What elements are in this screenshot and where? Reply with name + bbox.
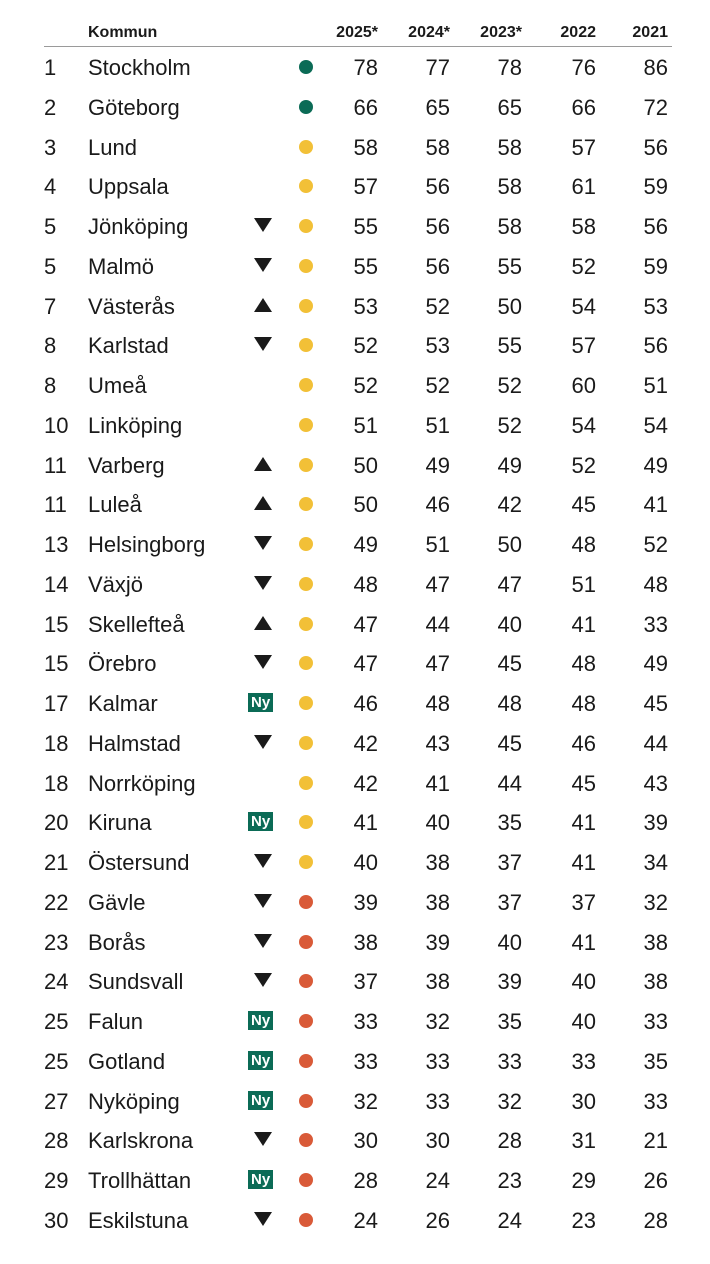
- value-cell: 32: [643, 889, 668, 915]
- value-cell: 52: [353, 373, 378, 398]
- value-cell: 53: [353, 293, 378, 319]
- kommun-cell: Linköping: [88, 412, 183, 438]
- arrow-down-shape: [254, 536, 272, 550]
- ranking-table: [44, 18, 672, 1240]
- value-cell: 58: [497, 214, 522, 239]
- value-cell: 40: [571, 1009, 596, 1034]
- value-cell: 21: [643, 1128, 668, 1154]
- table-row: [44, 1041, 672, 1081]
- rank-cell: 22: [44, 889, 69, 915]
- arrow-down-shape: [254, 894, 272, 908]
- kommun-cell: Östersund: [88, 850, 190, 875]
- value-cell: 32: [425, 1009, 450, 1034]
- value-cell: 39: [425, 929, 450, 955]
- value-cell: 38: [425, 850, 450, 875]
- value-cell: 26: [643, 1168, 668, 1193]
- value-cell: 51: [425, 412, 450, 438]
- value-cell: 41: [571, 850, 596, 875]
- table-row: [44, 604, 672, 644]
- value-cell: 45: [497, 651, 522, 677]
- value-cell: 58: [425, 134, 450, 160]
- value-cell: 38: [425, 969, 450, 995]
- value-cell: 33: [571, 1048, 596, 1074]
- value-cell: 38: [353, 929, 378, 955]
- arrow-down-shape: [254, 337, 272, 351]
- value-cell: 51: [353, 412, 378, 438]
- rank-cell: 15: [44, 651, 69, 677]
- value-cell: 77: [425, 55, 450, 80]
- value-cell: 78: [353, 55, 378, 80]
- arrow-up-shape: [254, 616, 272, 630]
- value-cell: 33: [643, 1009, 668, 1034]
- value-cell: 57: [353, 174, 378, 200]
- value-cell: 42: [353, 770, 378, 796]
- ny-badge: Ny: [248, 1170, 273, 1189]
- triangle-down-icon: [254, 258, 274, 274]
- value-cell: 34: [643, 850, 668, 875]
- rank-cell: 5: [44, 214, 57, 239]
- ny-badge: Ny: [248, 1011, 273, 1030]
- rank-cell: 25: [44, 1009, 69, 1034]
- rank-cell: 2: [44, 94, 57, 120]
- value-cell: 29: [571, 1168, 596, 1193]
- value-cell: 58: [497, 134, 522, 160]
- header-kommun: Kommun: [88, 24, 158, 41]
- table-row: [44, 922, 672, 962]
- value-cell: 44: [497, 770, 522, 796]
- kommun-cell: Skellefteå: [88, 611, 185, 637]
- value-cell: 65: [497, 94, 522, 120]
- value-cell: 45: [571, 770, 596, 796]
- table-row: [44, 564, 672, 604]
- value-cell: 61: [571, 174, 596, 200]
- value-cell: 43: [425, 730, 450, 756]
- value-cell: 55: [353, 253, 378, 279]
- table-row: [44, 87, 672, 127]
- kommun-cell: Gävle: [88, 889, 146, 915]
- value-cell: 35: [643, 1048, 668, 1074]
- arrow-down-shape: [254, 1212, 272, 1226]
- triangle-down-icon: [254, 576, 274, 592]
- value-cell: 47: [353, 611, 378, 637]
- value-cell: 66: [353, 94, 378, 120]
- value-cell: 37: [497, 889, 522, 915]
- value-cell: 40: [425, 810, 450, 836]
- triangle-up-icon: [254, 496, 274, 512]
- value-cell: 48: [571, 532, 596, 557]
- table-row: [44, 961, 672, 1001]
- value-cell: 47: [425, 571, 450, 597]
- value-cell: 58: [571, 214, 596, 239]
- value-cell: 42: [497, 492, 522, 518]
- value-cell: 39: [643, 810, 668, 836]
- triangle-down-icon: [254, 218, 274, 234]
- value-cell: 47: [353, 651, 378, 677]
- value-cell: 51: [643, 373, 668, 398]
- kommun-cell: Luleå: [88, 492, 142, 518]
- value-cell: 41: [425, 770, 450, 796]
- value-cell: 24: [353, 1207, 378, 1233]
- table-row: [44, 246, 672, 286]
- arrow-down-shape: [254, 576, 272, 590]
- rank-cell: 28: [44, 1128, 69, 1154]
- value-cell: 52: [497, 412, 522, 438]
- value-cell: 58: [353, 134, 378, 160]
- value-cell: 32: [497, 1088, 522, 1114]
- value-cell: 45: [643, 691, 668, 716]
- value-cell: 38: [643, 969, 668, 995]
- value-cell: 40: [571, 969, 596, 995]
- table-row: [44, 405, 672, 445]
- arrow-down-shape: [254, 218, 272, 232]
- rank-cell: 11: [44, 452, 67, 478]
- value-cell: 48: [425, 691, 450, 716]
- value-cell: 37: [497, 850, 522, 875]
- triangle-down-icon: [254, 854, 274, 870]
- value-cell: 65: [425, 94, 450, 120]
- kommun-cell: Göteborg: [88, 94, 180, 120]
- header-2025: 2025*: [336, 24, 378, 41]
- value-cell: 57: [571, 333, 596, 359]
- value-cell: 33: [643, 611, 668, 637]
- header-2021: 2021: [632, 24, 668, 41]
- kommun-cell: Eskilstuna: [88, 1207, 189, 1233]
- value-cell: 30: [353, 1128, 378, 1154]
- value-cell: 78: [497, 55, 522, 80]
- table-row: [44, 842, 672, 882]
- rank-cell: 11: [44, 492, 67, 518]
- value-cell: 52: [425, 293, 450, 319]
- rank-cell: 21: [44, 850, 69, 875]
- value-cell: 42: [353, 730, 378, 756]
- value-cell: 44: [643, 730, 668, 756]
- value-cell: 40: [497, 929, 522, 955]
- arrow-down-shape: [254, 258, 272, 272]
- rank-cell: 8: [44, 333, 57, 359]
- value-cell: 54: [643, 412, 668, 438]
- triangle-down-icon: [254, 735, 274, 751]
- arrow-up-shape: [254, 298, 272, 312]
- rank-cell: 13: [44, 532, 69, 557]
- kommun-cell: Växjö: [88, 571, 144, 597]
- value-cell: 66: [571, 94, 596, 120]
- value-cell: 50: [353, 452, 378, 478]
- arrow-down-shape: [254, 1132, 272, 1146]
- table-row: [44, 882, 672, 922]
- kommun-cell: Sundsvall: [88, 969, 184, 995]
- arrow-down-shape: [254, 735, 272, 749]
- rank-cell: 20: [44, 810, 69, 836]
- value-cell: 33: [643, 1088, 668, 1114]
- table-row: [44, 1160, 672, 1200]
- value-cell: 55: [497, 333, 522, 359]
- value-cell: 41: [571, 810, 596, 836]
- value-cell: 76: [571, 55, 596, 80]
- triangle-down-icon: [254, 337, 274, 353]
- table-row: [44, 723, 672, 763]
- value-cell: 53: [425, 333, 450, 359]
- value-cell: 46: [425, 492, 450, 518]
- ny-badge: Ny: [248, 812, 273, 831]
- rank-cell: 18: [44, 770, 69, 796]
- value-cell: 28: [643, 1207, 668, 1233]
- value-cell: 35: [497, 810, 522, 836]
- value-cell: 30: [571, 1088, 596, 1114]
- kommun-cell: Trollhättan: [88, 1168, 192, 1193]
- triangle-up-icon: [254, 457, 274, 473]
- kommun-cell: Stockholm: [88, 55, 191, 80]
- table-row: [44, 484, 672, 524]
- value-cell: 56: [643, 333, 668, 359]
- kommun-cell: Lund: [88, 134, 137, 160]
- value-cell: 32: [353, 1088, 378, 1114]
- kommun-cell: Halmstad: [88, 730, 181, 756]
- value-cell: 86: [643, 55, 668, 80]
- arrow-down-shape: [254, 973, 272, 987]
- value-cell: 46: [571, 730, 596, 756]
- value-cell: 41: [571, 929, 596, 955]
- rank-cell: 24: [44, 969, 69, 995]
- value-cell: 51: [425, 532, 450, 557]
- header-2023: 2023*: [480, 24, 522, 41]
- value-cell: 40: [497, 611, 522, 637]
- value-cell: 33: [425, 1048, 450, 1074]
- kommun-cell: Umeå: [88, 373, 147, 398]
- value-cell: 48: [353, 571, 378, 597]
- value-cell: 23: [497, 1168, 522, 1193]
- kommun-cell: Jönköping: [88, 214, 189, 239]
- rank-cell: 1: [44, 55, 57, 80]
- arrow-up-shape: [254, 496, 272, 510]
- value-cell: 50: [497, 293, 522, 319]
- triangle-down-icon: [254, 1132, 274, 1148]
- value-cell: 49: [425, 452, 450, 478]
- table-row: [44, 1120, 672, 1160]
- rank-cell: 4: [44, 174, 57, 200]
- value-cell: 53: [643, 293, 668, 319]
- table-row: [44, 1001, 672, 1041]
- value-cell: 46: [353, 691, 378, 716]
- value-cell: 30: [425, 1128, 450, 1154]
- value-cell: 49: [353, 532, 378, 557]
- table-row: [44, 47, 672, 87]
- value-cell: 35: [497, 1009, 522, 1034]
- value-cell: 44: [425, 611, 450, 637]
- rank-cell: 18: [44, 730, 69, 756]
- value-cell: 23: [571, 1207, 596, 1233]
- ny-badge: Ny: [248, 1051, 273, 1070]
- value-cell: 52: [643, 532, 668, 557]
- header-2022: 2022: [560, 24, 596, 41]
- value-cell: 28: [497, 1128, 522, 1154]
- value-cell: 57: [571, 134, 596, 160]
- value-cell: 48: [643, 571, 668, 597]
- table-row: [44, 802, 672, 842]
- triangle-down-icon: [254, 973, 274, 989]
- value-cell: 38: [425, 889, 450, 915]
- value-cell: 56: [425, 253, 450, 279]
- kommun-cell: Västerås: [88, 293, 175, 319]
- value-cell: 49: [497, 452, 522, 478]
- value-cell: 38: [643, 929, 668, 955]
- value-cell: 47: [425, 651, 450, 677]
- kommun-cell: Helsingborg: [88, 532, 206, 557]
- value-cell: 24: [497, 1207, 522, 1233]
- value-cell: 52: [497, 373, 522, 398]
- rank-cell: 8: [44, 373, 57, 398]
- value-cell: 55: [497, 253, 522, 279]
- value-cell: 59: [643, 174, 668, 200]
- table-row: [44, 683, 672, 723]
- value-cell: 56: [425, 174, 450, 200]
- value-cell: 37: [571, 889, 596, 915]
- triangle-down-icon: [254, 1212, 274, 1228]
- value-cell: 52: [353, 333, 378, 359]
- value-cell: 49: [643, 452, 668, 478]
- triangle-down-icon: [254, 655, 274, 671]
- value-cell: 54: [571, 293, 596, 319]
- rank-cell: 23: [44, 929, 69, 955]
- value-cell: 52: [425, 373, 450, 398]
- table-row: [44, 166, 672, 206]
- rank-cell: 14: [44, 571, 69, 597]
- rank-cell: 29: [44, 1168, 69, 1193]
- kommun-cell: Falun: [88, 1009, 144, 1034]
- value-cell: 52: [571, 253, 596, 279]
- value-cell: 47: [497, 571, 522, 597]
- value-cell: 56: [643, 134, 668, 160]
- rank-cell: 5: [44, 253, 57, 279]
- rank-cell: 27: [44, 1088, 69, 1114]
- kommun-cell: Kiruna: [88, 810, 152, 836]
- rank-cell: 25: [44, 1048, 69, 1074]
- table-body: [44, 47, 672, 1240]
- header-2024: 2024*: [408, 24, 450, 41]
- value-cell: 55: [353, 214, 378, 239]
- value-cell: 56: [425, 214, 450, 239]
- rank-cell: 15: [44, 611, 69, 637]
- kommun-cell: Borås: [88, 929, 146, 955]
- arrow-down-shape: [254, 854, 272, 868]
- value-cell: 31: [571, 1128, 596, 1154]
- kommun-cell: Kalmar: [88, 691, 158, 716]
- value-cell: 45: [571, 492, 596, 518]
- ny-badge: Ny: [248, 693, 273, 712]
- value-cell: 39: [353, 889, 378, 915]
- table-row: [44, 206, 672, 246]
- value-cell: 41: [571, 611, 596, 637]
- value-cell: 48: [571, 691, 596, 716]
- value-cell: 50: [497, 532, 522, 557]
- kommun-cell: Karlstad: [88, 333, 169, 359]
- arrow-down-shape: [254, 655, 272, 669]
- value-cell: 41: [353, 810, 378, 836]
- value-cell: 43: [643, 770, 668, 796]
- table-row: [44, 763, 672, 803]
- value-cell: 48: [571, 651, 596, 677]
- value-cell: 48: [497, 691, 522, 716]
- triangle-down-icon: [254, 934, 274, 950]
- table-header: [44, 18, 672, 47]
- value-cell: 72: [643, 94, 668, 120]
- value-cell: 28: [353, 1168, 378, 1193]
- table-row: [44, 127, 672, 167]
- kommun-cell: Norrköping: [88, 770, 196, 796]
- table-row: [44, 524, 672, 564]
- value-cell: 45: [497, 730, 522, 756]
- kommun-cell: Nyköping: [88, 1088, 180, 1114]
- value-cell: 51: [571, 571, 596, 597]
- rank-cell: 3: [44, 134, 57, 160]
- kommun-cell: Uppsala: [88, 174, 169, 200]
- value-cell: 54: [571, 412, 596, 438]
- value-cell: 33: [353, 1048, 378, 1074]
- table-row: [44, 286, 672, 326]
- rank-cell: 17: [44, 691, 69, 716]
- arrow-up-shape: [254, 457, 272, 471]
- value-cell: 33: [353, 1009, 378, 1034]
- value-cell: 39: [497, 969, 522, 995]
- rank-cell: 30: [44, 1207, 69, 1233]
- value-cell: 26: [425, 1207, 450, 1233]
- table-row: [44, 1200, 672, 1240]
- table-row: [44, 325, 672, 365]
- value-cell: 58: [497, 174, 522, 200]
- table-row: [44, 1081, 672, 1121]
- value-cell: 50: [353, 492, 378, 518]
- value-cell: 24: [425, 1168, 450, 1193]
- value-cell: 37: [353, 969, 378, 995]
- value-cell: 33: [425, 1088, 450, 1114]
- value-cell: 41: [643, 492, 668, 518]
- kommun-cell: Malmö: [88, 253, 155, 279]
- value-cell: 59: [643, 253, 668, 279]
- rank-cell: 7: [44, 293, 57, 319]
- kommun-cell: Karlskrona: [88, 1128, 194, 1154]
- kommun-cell: Gotland: [88, 1048, 166, 1074]
- kommun-cell: Varberg: [88, 452, 165, 478]
- value-cell: 56: [643, 214, 668, 239]
- value-cell: 60: [571, 373, 596, 398]
- value-cell: 40: [353, 850, 378, 875]
- rank-cell: 10: [44, 412, 69, 438]
- triangle-down-icon: [254, 536, 274, 552]
- ny-badge: Ny: [248, 1091, 273, 1110]
- triangle-up-icon: [254, 298, 274, 314]
- arrow-down-shape: [254, 934, 272, 948]
- triangle-down-icon: [254, 894, 274, 910]
- value-cell: 49: [643, 651, 668, 677]
- table-row: [44, 643, 672, 683]
- value-cell: 33: [497, 1048, 522, 1074]
- kommun-cell: Örebro: [88, 651, 157, 677]
- value-cell: 52: [571, 452, 596, 478]
- table-row: [44, 365, 672, 405]
- table-row: [44, 445, 672, 485]
- triangle-up-icon: [254, 616, 274, 632]
